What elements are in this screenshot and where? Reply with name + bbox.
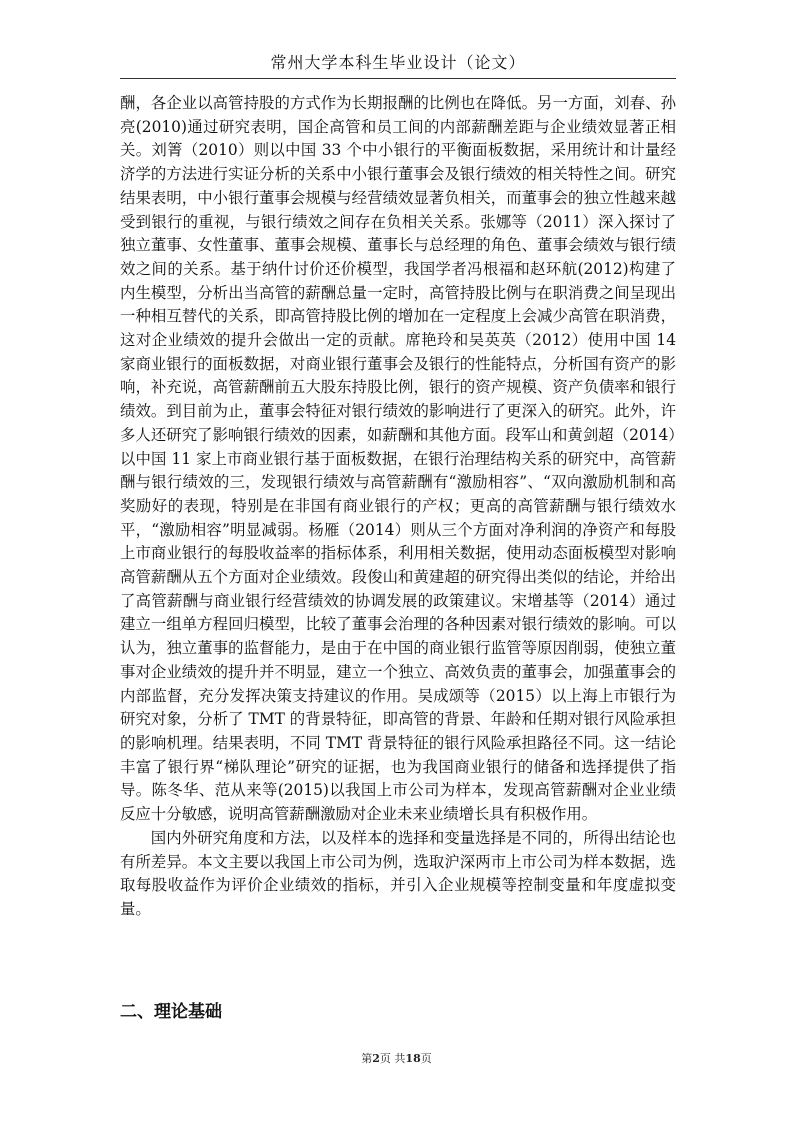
footer-prefix: 第 — [361, 1052, 373, 1065]
paragraph-2: 国内外研究角度和方法，以及样本的选择和变量选择是不同的，所得出结论也有所差异。本文主要以我国上市公司为例，选取沪深两市上市公司为样本数据，选取每股收益作为评价企业绩效的指标，并引入企业规模等控制变量和年度虚拟变量。 — [120, 828, 676, 918]
body-text — [120, 92, 676, 922]
page-footer — [0, 1050, 793, 1066]
page-header — [120, 50, 676, 79]
section-heading: 二、理论基础 — [120, 1002, 222, 1022]
footer-page-current: 2 — [372, 1052, 380, 1065]
paragraph-1: 酬，各企业以高管持股的方式作为长期报酬的比例也在降低。另一方面，刘春、孙亮(2010)通过研究表明，国企高管和员工间的内部薪酬差距与企业绩效显著正相关。刘箐（2010）则以中国 33 个中小银行的平衡面板数据，采用统计和计量经济学的方法进行实证分析的关系中小银行董事会及银行绩效的相关特性之间。研究结果表明，中小银行董事会规模与经营绩效显著负相关，而董事会的独立性越来越受到银行的重视，与银行绩效之间存在负相关关系。张娜等（2011）深入探讨了独立董事、女性董事、董事会规模、董事长与总经理的角色、董事会绩效与银行绩效之间的关系。基于纳什讨价还价模型，我国学者冯根福和赵环航(2012)构建了内生模型，分析出当高管的薪酬总量一定时，高管持股比例与在职消费之间呈现出一种相互替代的关系，即高管持股比例的增加在一定程度上会减少高管在职消费，这对企业绩效的提升会做出一定的贡献。席艳玲和吴英英（2012）使用中国 14 家商业银行的面板数据，对商业银行董事会及银行的性能特点，分析国有资产的影响，补充说，高管薪酬前五大股东持股比例，银行的资产规模、资产负债率和银行绩效。到目前为止，董事会特征对银行绩效的影响进行了更深入的研究。此外，许多人还研究了影响银行绩效的因素，如薪酬和其他方面。段军山和黄剑超（2014）以中国 11 家上市商业银行基于面板数据，在银行治理结构关系的研究中，高管薪酬与银行绩效的三，发现银行绩效与高管薪酬有“激励相容”、“双向激励机制和高奖励好的表现，特别是在非国有商业银行的产权；更高的高管薪酬与银行绩效水平，“激励相容”明显减弱。杨雁（2014）则从三个方面对净利润的净资产和每股上市商业银行的每股收益率的指标体系，利用相关数据，使用动态面板模型对影响高管薪酬从五个方面对企业绩效。段俊山和黄建超的研究得出类似的结论，并给出了高管薪酬与商业银行经营绩效的协调发展的政策建议。宋增基等（2014）通过建立一组单方程回归模型，比较了董事会治理的各种因素对银行绩效的影响。可以认为，独立董事的监督能力，是由于在中国的商业银行监管等原因削弱，使独立董事对企业绩效的提升并不明显，建立一个独立、高效负责的董事会，加强董事会的内部监督，充分发挥决策支持建议的作用。吴成颂等（2015）以上海上市银行为研究对象，分析了 TMT 的背景特征，即高管的背景、年龄和任期对银行风险承担的影响机理。结果表明，不同 TMT 背景特征的银行风险承担路径不同。这一结论丰富了银行界“梯队理论”研究的证据，也为我国商业银行的储备和选择提供了指导。陈冬华、范从来等(2015)以我国上市公司为样本，发现高管薪酬对企业业绩反应十分敏感，说明高管薪酬激励对企业未来业绩增长具有积极作用。 — [120, 94, 676, 824]
footer-suffix: 页 — [420, 1052, 432, 1065]
header-title: 常州大学本科生毕业设计（论文） — [270, 53, 526, 72]
footer-middle: 页 共 — [379, 1052, 406, 1065]
footer-page-total: 18 — [405, 1052, 421, 1065]
